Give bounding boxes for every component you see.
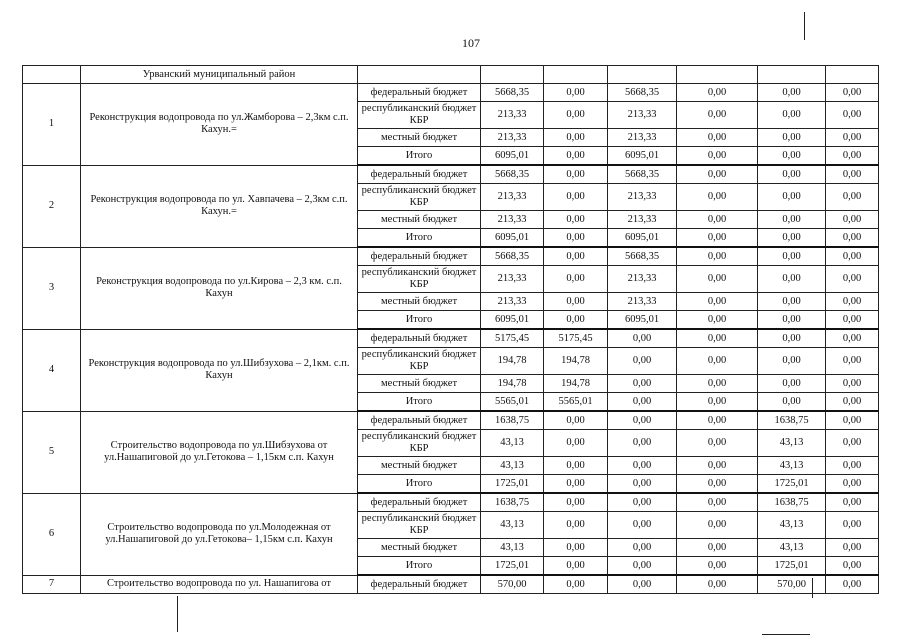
amount-cell: 0,00 — [758, 375, 826, 393]
amount-cell: 0,00 — [544, 539, 608, 557]
amount-cell: 6095,01 — [608, 147, 677, 166]
amount-cell: 5175,45 — [481, 329, 544, 348]
amount-cell: 0,00 — [544, 512, 608, 539]
project-number: 4 — [23, 329, 81, 411]
funding-source: местный бюджет — [358, 211, 481, 229]
funding-source: федеральный бюджет — [358, 329, 481, 348]
amount-cell: 0,00 — [826, 512, 879, 539]
amount-cell: 213,33 — [608, 266, 677, 293]
region-empty-cell — [608, 66, 677, 84]
amount-cell: 213,33 — [481, 184, 544, 211]
amount-cell: 0,00 — [758, 348, 826, 375]
amount-cell: 6095,01 — [608, 311, 677, 330]
amount-cell: 1638,75 — [758, 411, 826, 430]
amount-cell: 0,00 — [826, 375, 879, 393]
total-label: Итого — [358, 311, 481, 330]
project-number: 7 — [23, 575, 81, 594]
amount-cell: 0,00 — [826, 393, 879, 412]
project-title: Строительство водопровода по ул.Шибзухова от ул.Нашапиговой до ул.Гетокова – 1,15км с.п. Кахун — [81, 411, 358, 493]
amount-cell: 0,00 — [677, 293, 758, 311]
funding-source: республиканский бюджет КБР — [358, 266, 481, 293]
amount-cell: 0,00 — [544, 211, 608, 229]
project-title: Реконструкция водопровода по ул.Жамборова – 2,3км с.п. Кахун.= — [81, 84, 358, 166]
amount-cell: 0,00 — [544, 84, 608, 102]
scan-artifact-line — [762, 634, 810, 635]
amount-cell: 0,00 — [677, 211, 758, 229]
project-title: Реконструкция водопровода по ул. Хавпачева – 2,3км с.п. Кахун.= — [81, 165, 358, 247]
amount-cell: 0,00 — [826, 229, 879, 248]
amount-cell: 0,00 — [826, 457, 879, 475]
amount-cell: 43,13 — [758, 457, 826, 475]
amount-cell: 0,00 — [826, 348, 879, 375]
amount-cell: 0,00 — [677, 430, 758, 457]
amount-cell: 0,00 — [544, 102, 608, 129]
amount-cell: 0,00 — [758, 165, 826, 184]
amount-cell: 0,00 — [826, 311, 879, 330]
amount-cell: 0,00 — [608, 457, 677, 475]
project-number: 1 — [23, 84, 81, 166]
funding-source: федеральный бюджет — [358, 411, 481, 430]
project-number: 3 — [23, 247, 81, 329]
scan-artifact-line — [812, 578, 813, 598]
amount-cell: 0,00 — [677, 229, 758, 248]
amount-cell: 213,33 — [608, 102, 677, 129]
amount-cell: 1638,75 — [481, 411, 544, 430]
amount-cell: 0,00 — [826, 102, 879, 129]
amount-cell: 0,00 — [677, 539, 758, 557]
table-row — [23, 329, 879, 348]
amount-cell: 0,00 — [544, 557, 608, 576]
amount-cell: 0,00 — [677, 247, 758, 266]
region-empty-cell — [544, 66, 608, 84]
table-row — [23, 165, 879, 184]
amount-cell: 0,00 — [544, 184, 608, 211]
amount-cell: 0,00 — [544, 293, 608, 311]
amount-cell: 213,33 — [481, 102, 544, 129]
amount-cell: 0,00 — [677, 493, 758, 512]
amount-cell: 6095,01 — [608, 229, 677, 248]
amount-cell: 0,00 — [677, 348, 758, 375]
amount-cell: 0,00 — [544, 493, 608, 512]
funding-source: республиканский бюджет КБР — [358, 102, 481, 129]
funding-source: местный бюджет — [358, 375, 481, 393]
amount-cell: 5565,01 — [544, 393, 608, 412]
amount-cell: 43,13 — [481, 430, 544, 457]
amount-cell: 213,33 — [608, 293, 677, 311]
amount-cell: 213,33 — [481, 129, 544, 147]
amount-cell: 0,00 — [677, 147, 758, 166]
amount-cell: 0,00 — [608, 539, 677, 557]
amount-cell: 0,00 — [544, 430, 608, 457]
amount-cell: 1725,01 — [481, 557, 544, 576]
amount-cell: 0,00 — [826, 493, 879, 512]
region-row — [23, 66, 879, 84]
table-row — [23, 493, 879, 512]
amount-cell: 0,00 — [758, 211, 826, 229]
amount-cell: 0,00 — [826, 557, 879, 576]
amount-cell: 43,13 — [481, 539, 544, 557]
amount-cell: 43,13 — [481, 457, 544, 475]
project-title: Реконструкция водопровода по ул.Шибзухова – 2,1км. с.п. Кахун — [81, 329, 358, 411]
project-title: Строительство водопровода по ул. Нашапигова от — [81, 575, 358, 594]
amount-cell: 0,00 — [826, 430, 879, 457]
scan-artifact-line — [804, 12, 805, 40]
amount-cell: 0,00 — [608, 575, 677, 594]
amount-cell: 0,00 — [758, 229, 826, 248]
amount-cell: 0,00 — [826, 147, 879, 166]
amount-cell: 0,00 — [544, 475, 608, 494]
amount-cell: 0,00 — [677, 184, 758, 211]
amount-cell: 0,00 — [677, 165, 758, 184]
funding-source: федеральный бюджет — [358, 575, 481, 594]
amount-cell: 43,13 — [758, 512, 826, 539]
amount-cell: 213,33 — [481, 293, 544, 311]
amount-cell: 570,00 — [758, 575, 826, 594]
project-title: Строительство водопровода по ул.Молодежная от ул.Нашапиговой до ул.Гетокова– 1,15км с.п. Кахун — [81, 493, 358, 575]
amount-cell: 0,00 — [826, 475, 879, 494]
amount-cell: 0,00 — [758, 129, 826, 147]
amount-cell: 0,00 — [608, 430, 677, 457]
amount-cell: 213,33 — [481, 266, 544, 293]
amount-cell: 0,00 — [826, 129, 879, 147]
amount-cell: 194,78 — [544, 348, 608, 375]
amount-cell: 0,00 — [826, 165, 879, 184]
amount-cell: 0,00 — [544, 311, 608, 330]
amount-cell: 5565,01 — [481, 393, 544, 412]
project-number: 6 — [23, 493, 81, 575]
region-empty-cell — [677, 66, 758, 84]
amount-cell: 0,00 — [826, 84, 879, 102]
amount-cell: 1638,75 — [481, 493, 544, 512]
amount-cell: 0,00 — [544, 457, 608, 475]
amount-cell: 0,00 — [677, 102, 758, 129]
amount-cell: 0,00 — [677, 393, 758, 412]
total-label: Итого — [358, 393, 481, 412]
amount-cell: 0,00 — [826, 539, 879, 557]
amount-cell: 43,13 — [758, 430, 826, 457]
amount-cell: 0,00 — [677, 129, 758, 147]
funding-source: федеральный бюджет — [358, 247, 481, 266]
amount-cell: 0,00 — [544, 266, 608, 293]
funding-source: республиканский бюджет КБР — [358, 348, 481, 375]
amount-cell: 0,00 — [677, 512, 758, 539]
amount-cell: 0,00 — [544, 575, 608, 594]
amount-cell: 194,78 — [481, 375, 544, 393]
funding-source: федеральный бюджет — [358, 493, 481, 512]
funding-source: федеральный бюджет — [358, 165, 481, 184]
amount-cell: 0,00 — [677, 266, 758, 293]
total-label: Итого — [358, 475, 481, 494]
funding-source: республиканский бюджет КБР — [358, 430, 481, 457]
amount-cell: 0,00 — [608, 493, 677, 512]
amount-cell: 5668,35 — [608, 84, 677, 102]
amount-cell: 0,00 — [608, 475, 677, 494]
table-row — [23, 84, 879, 102]
amount-cell: 0,00 — [826, 411, 879, 430]
scan-artifact-line — [177, 596, 178, 632]
amount-cell: 0,00 — [677, 575, 758, 594]
budget-table — [22, 65, 879, 594]
amount-cell: 0,00 — [758, 147, 826, 166]
amount-cell: 0,00 — [544, 165, 608, 184]
region-empty-cell — [758, 66, 826, 84]
amount-cell: 0,00 — [677, 411, 758, 430]
amount-cell: 0,00 — [758, 102, 826, 129]
amount-cell: 213,33 — [608, 129, 677, 147]
amount-cell: 0,00 — [544, 247, 608, 266]
amount-cell: 5668,35 — [481, 84, 544, 102]
amount-cell: 0,00 — [608, 411, 677, 430]
funding-source: местный бюджет — [358, 539, 481, 557]
amount-cell: 0,00 — [677, 311, 758, 330]
amount-cell: 0,00 — [758, 393, 826, 412]
amount-cell: 0,00 — [758, 266, 826, 293]
amount-cell: 0,00 — [608, 348, 677, 375]
amount-cell: 1725,01 — [481, 475, 544, 494]
amount-cell: 194,78 — [544, 375, 608, 393]
amount-cell: 0,00 — [544, 411, 608, 430]
amount-cell: 1725,01 — [758, 557, 826, 576]
amount-cell: 570,00 — [481, 575, 544, 594]
amount-cell: 0,00 — [826, 575, 879, 594]
table-row — [23, 575, 879, 594]
amount-cell: 0,00 — [608, 512, 677, 539]
funding-source: местный бюджет — [358, 457, 481, 475]
amount-cell: 0,00 — [758, 247, 826, 266]
funding-source: местный бюджет — [358, 129, 481, 147]
amount-cell: 194,78 — [481, 348, 544, 375]
project-title: Реконструкция водопровода по ул.Кирова – 2,3 км. с.п. Кахун — [81, 247, 358, 329]
amount-cell: 0,00 — [608, 329, 677, 348]
amount-cell: 5668,35 — [608, 165, 677, 184]
amount-cell: 0,00 — [677, 475, 758, 494]
amount-cell: 1638,75 — [758, 493, 826, 512]
funding-source: республиканский бюджет КБР — [358, 512, 481, 539]
project-number: 2 — [23, 165, 81, 247]
amount-cell: 213,33 — [608, 211, 677, 229]
amount-cell: 0,00 — [677, 457, 758, 475]
amount-cell: 0,00 — [826, 184, 879, 211]
amount-cell: 213,33 — [608, 184, 677, 211]
amount-cell: 0,00 — [544, 229, 608, 248]
region-empty-cell — [826, 66, 879, 84]
funding-source: республиканский бюджет КБР — [358, 184, 481, 211]
amount-cell: 0,00 — [544, 129, 608, 147]
amount-cell: 0,00 — [826, 247, 879, 266]
page-number: 107 — [462, 36, 480, 50]
region-empty-cell — [481, 66, 544, 84]
project-number: 5 — [23, 411, 81, 493]
amount-cell: 5668,35 — [481, 247, 544, 266]
total-label: Итого — [358, 557, 481, 576]
amount-cell: 0,00 — [608, 375, 677, 393]
amount-cell: 0,00 — [677, 329, 758, 348]
amount-cell: 0,00 — [677, 84, 758, 102]
amount-cell: 0,00 — [758, 184, 826, 211]
amount-cell: 0,00 — [677, 557, 758, 576]
region-empty-cell — [358, 66, 481, 84]
amount-cell: 1725,01 — [758, 475, 826, 494]
total-label: Итого — [358, 229, 481, 248]
funding-source: федеральный бюджет — [358, 84, 481, 102]
table-row — [23, 411, 879, 430]
amount-cell: 0,00 — [826, 211, 879, 229]
amount-cell: 0,00 — [826, 293, 879, 311]
amount-cell: 6095,01 — [481, 311, 544, 330]
funding-source: местный бюджет — [358, 293, 481, 311]
amount-cell: 0,00 — [677, 375, 758, 393]
amount-cell: 213,33 — [481, 211, 544, 229]
amount-cell: 0,00 — [758, 293, 826, 311]
amount-cell: 6095,01 — [481, 147, 544, 166]
total-label: Итого — [358, 147, 481, 166]
amount-cell: 5668,35 — [608, 247, 677, 266]
amount-cell: 0,00 — [758, 329, 826, 348]
region-num-cell — [23, 66, 81, 84]
amount-cell: 0,00 — [758, 84, 826, 102]
amount-cell: 0,00 — [758, 311, 826, 330]
amount-cell: 6095,01 — [481, 229, 544, 248]
amount-cell: 0,00 — [826, 266, 879, 293]
amount-cell: 0,00 — [608, 557, 677, 576]
amount-cell: 0,00 — [826, 329, 879, 348]
table-row — [23, 247, 879, 266]
amount-cell: 43,13 — [758, 539, 826, 557]
amount-cell: 0,00 — [608, 393, 677, 412]
region-title: Урванский муниципальный район — [81, 66, 358, 84]
amount-cell: 0,00 — [544, 147, 608, 166]
amount-cell: 5175,45 — [544, 329, 608, 348]
amount-cell: 43,13 — [481, 512, 544, 539]
amount-cell: 5668,35 — [481, 165, 544, 184]
